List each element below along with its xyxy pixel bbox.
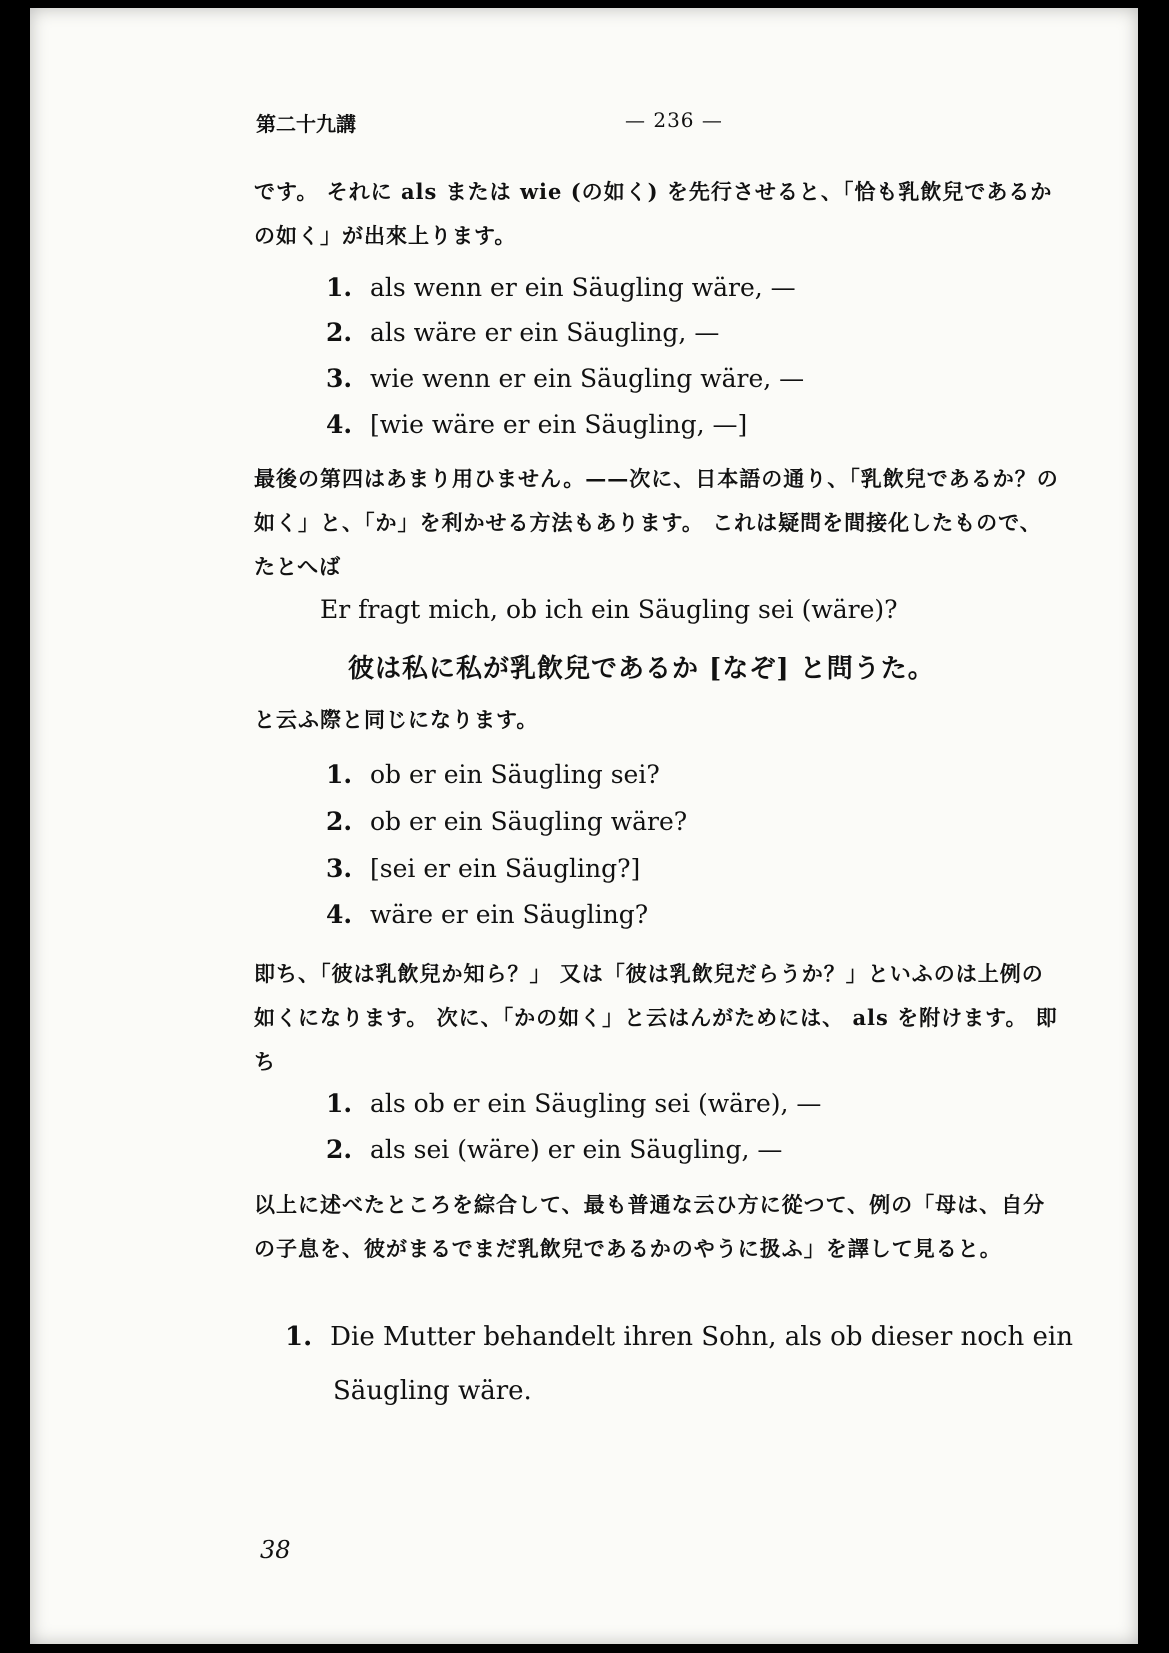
chapter-heading: 第二十九講 bbox=[256, 112, 356, 136]
book-page bbox=[30, 8, 1138, 1644]
item-number: 2. bbox=[326, 318, 353, 347]
item-number: 1. bbox=[326, 1089, 353, 1118]
page-marker: — 236 — bbox=[625, 108, 723, 132]
item-number: 2. bbox=[326, 807, 353, 836]
paragraph-4: 即ち、「彼は乳飲兒か知ら？」 又は「彼は乳飲兒だらうか？」といふのは上例の如くになります。 次に、「かの如く」と云はんがためには、 als を附けます。 即ち bbox=[254, 961, 1058, 1074]
item-number: 1. bbox=[326, 760, 353, 789]
list1-item bbox=[326, 318, 719, 347]
item-number: 1. bbox=[326, 273, 353, 302]
item-text: als wäre er ein Säugling, — bbox=[370, 318, 720, 347]
item-number: 3. bbox=[326, 364, 353, 393]
item-number: 3. bbox=[326, 854, 353, 883]
item-number: 4. bbox=[326, 410, 353, 439]
item-text: als ob er ein Säugling sei (wäre), — bbox=[370, 1089, 822, 1118]
paragraph-2: 最後の第四はあまり用ひません。——次に、日本語の通り、「乳飲兒であるか？の如く」と、「か」を利かせる方法もあります。 これは疑問を間接化したもので、たとへば bbox=[254, 466, 1059, 579]
example-japanese: 彼は私に私が乳飲兒であるか [なぞ] と問うた。 bbox=[348, 654, 935, 684]
item-text: ob er ein Säugling wäre? bbox=[370, 807, 688, 836]
list1-item bbox=[326, 273, 796, 302]
paragraph-3: と云ふ際と同じになります。 bbox=[254, 707, 539, 732]
item-text: [wie wäre er ein Säugling, —] bbox=[370, 410, 748, 439]
intro-paragraph: です。 それに als または wie (の如く) を先行させると、「恰も乳飲兒であるかの如く」が出來上ります。 bbox=[254, 179, 1053, 248]
paragraph-5: 以上に述べたところを綜合して、最も普通な云ひ方に從つて、例の「母は、自分の子息を、彼がまるでまだ乳飲兒であるかのやうに扱ふ」を譯して見ると。 bbox=[254, 1192, 1046, 1261]
list1-item bbox=[326, 410, 747, 439]
item-text: als sei (wäre) er ein Säugling, — bbox=[370, 1135, 783, 1164]
item-number: 2. bbox=[326, 1135, 353, 1164]
example-german: Er fragt mich, ob ich ein Säugling sei (wäre)? bbox=[320, 595, 898, 624]
final-example-line2: Säugling wäre. bbox=[333, 1376, 532, 1406]
page-number: 38 bbox=[260, 1536, 291, 1564]
list2-item bbox=[326, 854, 640, 883]
list2-item bbox=[326, 807, 687, 836]
list2-item bbox=[326, 900, 648, 929]
item-text: wie wenn er ein Säugling wäre, — bbox=[370, 364, 805, 393]
list3-item bbox=[326, 1135, 782, 1164]
item-text: wäre er ein Säugling? bbox=[370, 900, 649, 929]
item-text: [sei er ein Säugling?] bbox=[370, 854, 641, 883]
item-number: 4. bbox=[326, 900, 353, 929]
item-text: ob er ein Säugling sei? bbox=[370, 760, 660, 789]
list2-item bbox=[326, 760, 660, 789]
final-example bbox=[285, 1310, 1085, 1418]
list3-item bbox=[326, 1089, 821, 1118]
item-text: Die Mutter behandelt ihren Sohn, als ob dieser noch ein bbox=[330, 1322, 1073, 1352]
item-text: als wenn er ein Säugling wäre, — bbox=[370, 273, 796, 302]
list1-item bbox=[326, 364, 804, 393]
final-example-line1 bbox=[285, 1310, 1085, 1364]
item-number: 1. bbox=[285, 1322, 313, 1352]
